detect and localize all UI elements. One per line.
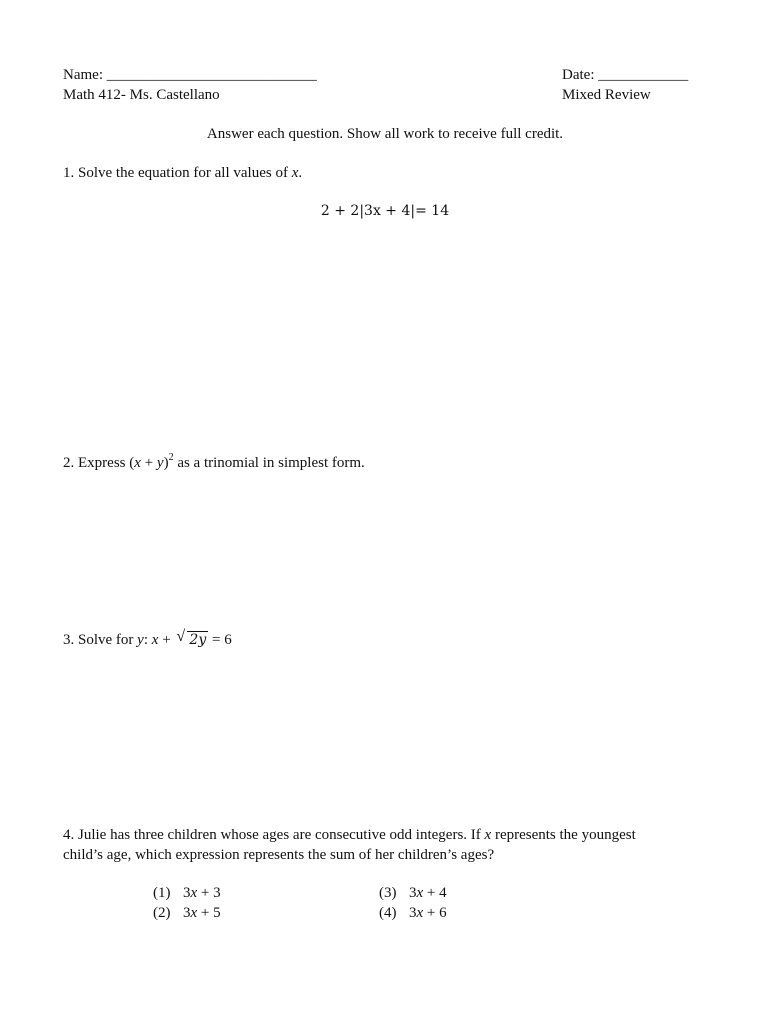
question-4-variable: x	[484, 827, 492, 843]
question-1-prompt: Solve the equation for all values of	[78, 165, 288, 181]
question-2-close-paren: )	[163, 455, 169, 471]
choice-1-rest: + 3	[197, 885, 221, 901]
question-3-variable: y	[137, 632, 144, 648]
question-3-prompt: Solve for	[78, 632, 134, 648]
question-3-number: 3.	[63, 632, 75, 648]
question-2-x: x	[134, 455, 141, 471]
choice-1-var: x	[190, 885, 198, 901]
question-4-text-start: Julie has three children whose ages are consecutive odd integers. If	[78, 827, 481, 843]
choice-1-label: (1)	[153, 885, 171, 901]
course-label: Math 412- Ms. Castellano	[63, 87, 220, 103]
choice-3-rest: + 4	[423, 885, 447, 901]
question-1-variable: x	[291, 165, 299, 181]
choice-2-rest: + 5	[197, 905, 221, 921]
answer-choice-2[interactable]	[153, 904, 221, 922]
question-2-number: 2.	[63, 455, 75, 471]
question-3-x: x	[151, 632, 159, 648]
question-2-exponent: 2	[168, 452, 174, 463]
choice-2-coef: 3	[183, 905, 191, 921]
question-2-text-end: as a trinomial in simplest form.	[173, 455, 365, 471]
question-1	[63, 164, 302, 182]
question-3	[63, 628, 232, 649]
choice-4-label: (4)	[379, 905, 397, 921]
date-field-label: Date: ____________	[562, 67, 689, 83]
question-3-radicand: 2y	[189, 632, 207, 648]
choice-1-coef: 3	[183, 885, 191, 901]
radical-sign: √	[176, 628, 186, 645]
question-3-plus: +	[158, 632, 175, 648]
question-4-line-1	[63, 826, 636, 844]
question-1-equation: 2 + 2|3x + 4|= 14	[320, 203, 450, 219]
question-4-line-2: child’s age, which expression represents the sum of her children’s ages?	[63, 847, 495, 863]
question-3-colon: :	[143, 632, 149, 648]
answer-choice-3[interactable]	[379, 884, 447, 902]
choice-4-var: x	[416, 905, 424, 921]
question-1-period: .	[298, 165, 303, 181]
question-2	[63, 454, 365, 472]
question-4-number: 4.	[63, 827, 75, 843]
question-3-radical	[176, 628, 208, 649]
choice-2-var: x	[190, 905, 198, 921]
question-3-rhs: = 6	[208, 632, 232, 648]
choice-2-label: (2)	[153, 905, 171, 921]
question-2-text-start: Express (	[78, 455, 135, 471]
choice-3-label: (3)	[379, 885, 397, 901]
question-1-number: 1.	[63, 165, 75, 181]
question-2-y: y	[156, 455, 164, 471]
worksheet-title: Mixed Review	[562, 87, 651, 103]
choice-3-coef: 3	[409, 885, 417, 901]
question-4-text-end: represents the youngest	[494, 827, 636, 843]
name-field-label: Name: ____________________________	[63, 67, 317, 83]
instructions: Answer each question. Show all work to receive full credit.	[206, 126, 564, 142]
answer-choice-1[interactable]	[153, 884, 221, 902]
choice-4-rest: + 6	[423, 905, 447, 921]
choice-4-coef: 3	[409, 905, 417, 921]
question-2-plus: +	[140, 455, 157, 471]
answer-choice-4[interactable]	[379, 904, 447, 922]
choice-3-var: x	[416, 885, 424, 901]
